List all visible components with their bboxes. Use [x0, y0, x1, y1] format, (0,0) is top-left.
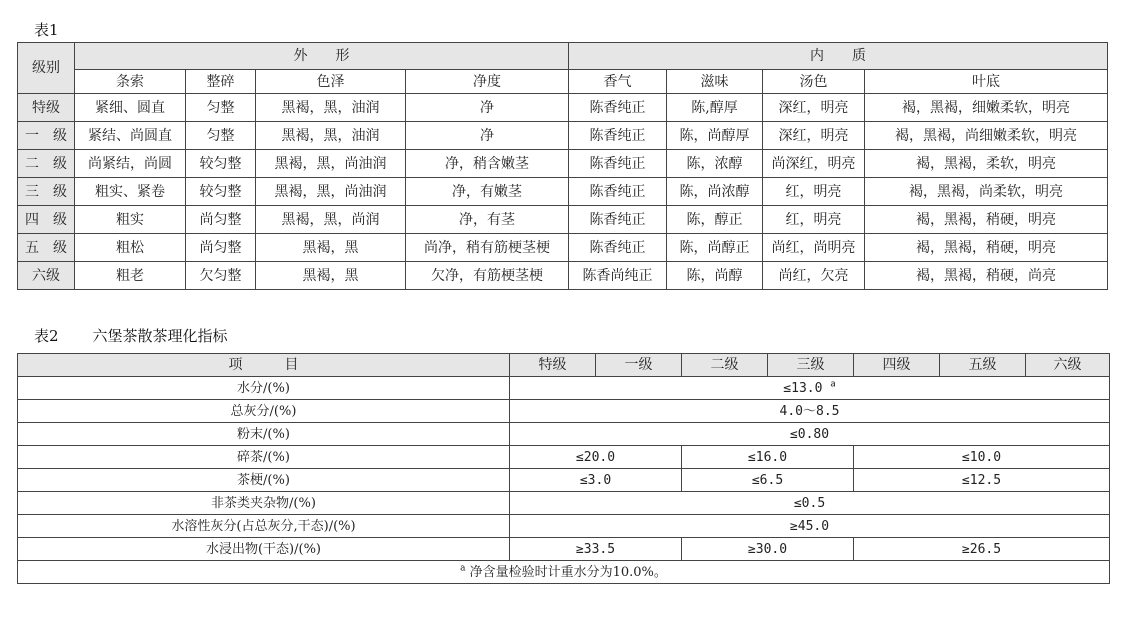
table-cell: 陈，尚醇正	[667, 234, 763, 262]
table-cell: 陈香纯正	[569, 234, 667, 262]
table-row	[18, 262, 1108, 290]
table-cell: 褐，黑褐，稍硬，明亮	[865, 206, 1108, 234]
item-cell: 碎茶/(%)	[18, 446, 510, 469]
value-cell: 4.0～8.5	[510, 400, 1110, 423]
table-cell: 黑褐，黑，尚油润	[256, 150, 406, 178]
physicochemical-index-table	[17, 353, 1110, 584]
table-cell: 粗老	[75, 262, 186, 290]
column-header: 净度	[406, 70, 569, 94]
grade-cell: 一 级	[18, 122, 75, 150]
table-cell: 粗松	[75, 234, 186, 262]
table-cell: 陈，醇正	[667, 206, 763, 234]
column-header: 滋味	[667, 70, 763, 94]
table-cell: 褐，黑褐，细嫩柔软，明亮	[865, 94, 1108, 122]
table2-caption-label: 表2	[34, 327, 59, 345]
value-cell: ≤16.0	[682, 446, 854, 469]
table-cell: 陈香纯正	[569, 206, 667, 234]
grade-header: 级别	[18, 43, 75, 94]
item-cell: 总灰分/(%)	[18, 400, 510, 423]
grade-header: 四级	[854, 354, 940, 377]
table-cell: 褐，黑褐，稍硬，尚亮	[865, 262, 1108, 290]
value-cell: ≤10.0	[854, 446, 1110, 469]
table-row	[18, 538, 1110, 561]
table-cell: 深红，明亮	[763, 122, 865, 150]
table-cell: 欠净，有筋梗茎梗	[406, 262, 569, 290]
value-cell: ≤6.5	[682, 469, 854, 492]
grade-header: 三级	[768, 354, 854, 377]
grade-header: 六级	[1026, 354, 1110, 377]
value-cell: ≥26.5	[854, 538, 1110, 561]
table2-caption-title: 六堡茶散茶理化指标	[92, 327, 228, 345]
value-cell: ≤3.0	[510, 469, 682, 492]
table-cell: 陈香纯正	[569, 94, 667, 122]
table-cell: 深红，明亮	[763, 94, 865, 122]
table-row	[18, 234, 1108, 262]
table1-caption: 表1	[34, 21, 59, 39]
table2-caption	[34, 326, 228, 346]
value-cell: ≤20.0	[510, 446, 682, 469]
value-text: ≤13.0	[783, 380, 823, 396]
table-cell: 尚深红，明亮	[763, 150, 865, 178]
table-cell: 尚净，稍有筋梗茎梗	[406, 234, 569, 262]
table-cell: 净，有嫩茎	[406, 178, 569, 206]
table-cell: 欠匀整	[186, 262, 256, 290]
table-row	[18, 515, 1110, 538]
grade-header: 特级	[510, 354, 596, 377]
table-row	[18, 206, 1108, 234]
table-cell: 陈，尚浓醇	[667, 178, 763, 206]
grade-cell: 五 级	[18, 234, 75, 262]
table-cell: 尚紧结，尚圆	[75, 150, 186, 178]
table-cell: 陈香纯正	[569, 178, 667, 206]
table-row	[18, 377, 1110, 400]
value-cell: ≤0.80	[510, 423, 1110, 446]
table-cell: 陈,醇厚	[667, 94, 763, 122]
item-cell: 非茶类夹杂物/(%)	[18, 492, 510, 515]
table-row	[18, 122, 1108, 150]
column-header: 条索	[75, 70, 186, 94]
value-cell: ≥33.5	[510, 538, 682, 561]
table-row	[18, 150, 1108, 178]
table-row	[18, 492, 1110, 515]
grade-header: 一级	[596, 354, 682, 377]
column-header: 汤色	[763, 70, 865, 94]
value-cell: ≥30.0	[682, 538, 854, 561]
table-cell: 陈，浓醇	[667, 150, 763, 178]
grade-cell: 四 级	[18, 206, 75, 234]
item-cell: 水溶性灰分(占总灰分,干态)/(%)	[18, 515, 510, 538]
item-cell: 水浸出物(干态)/(%)	[18, 538, 510, 561]
table-cell: 褐，黑褐，尚柔软，明亮	[865, 178, 1108, 206]
grade-cell: 六级	[18, 262, 75, 290]
table-cell: 较匀整	[186, 150, 256, 178]
table-row	[18, 400, 1110, 423]
table-cell: 褐，黑褐，尚细嫩柔软，明亮	[865, 122, 1108, 150]
table-cell: 褐，黑褐，稍硬，明亮	[865, 234, 1108, 262]
grade-header: 五级	[940, 354, 1026, 377]
grade-cell: 三 级	[18, 178, 75, 206]
grade-cell: 二 级	[18, 150, 75, 178]
value-cell: ≤12.5	[854, 469, 1110, 492]
column-header: 色泽	[256, 70, 406, 94]
table-row	[18, 469, 1110, 492]
table-cell: 粗实、紧卷	[75, 178, 186, 206]
column-header: 香气	[569, 70, 667, 94]
table-cell: 紧细、圆直	[75, 94, 186, 122]
table-cell: 陈香尚纯正	[569, 262, 667, 290]
table-cell: 尚匀整	[186, 206, 256, 234]
column-header: 整碎	[186, 70, 256, 94]
item-cell: 水分/(%)	[18, 377, 510, 400]
table-cell: 尚红，欠亮	[763, 262, 865, 290]
table-cell: 匀整	[186, 122, 256, 150]
table-cell: 净	[406, 122, 569, 150]
table-cell: 褐，黑褐，柔软，明亮	[865, 150, 1108, 178]
table-cell: 陈，尚醇	[667, 262, 763, 290]
table-cell: 净	[406, 94, 569, 122]
table-row	[18, 94, 1108, 122]
table-cell: 红，明亮	[763, 206, 865, 234]
footnote-text: 净含量检验时计重水分为10.0%。	[469, 564, 667, 580]
external-group-header: 外 形	[75, 43, 569, 70]
footnote-row	[18, 561, 1110, 584]
table-cell: 黑褐，黑，油润	[256, 94, 406, 122]
table-cell: 匀整	[186, 94, 256, 122]
table-cell: 较匀整	[186, 178, 256, 206]
item-cell: 茶梗/(%)	[18, 469, 510, 492]
value-cell: ≥45.0	[510, 515, 1110, 538]
table-cell: 黑褐，黑，尚油润	[256, 178, 406, 206]
value-cell	[510, 377, 1110, 400]
footnote-mark: a	[830, 379, 836, 390]
table-cell: 黑褐，黑，油润	[256, 122, 406, 150]
table-cell: 净，稍含嫩茎	[406, 150, 569, 178]
table-cell: 黑褐，黑	[256, 262, 406, 290]
value-cell: ≤0.5	[510, 492, 1110, 515]
footnote-cell	[18, 561, 1110, 584]
item-cell: 粉末/(%)	[18, 423, 510, 446]
grade-description-table	[17, 42, 1108, 290]
table-row	[18, 446, 1110, 469]
table-row	[18, 178, 1108, 206]
internal-group-header: 内 质	[569, 43, 1108, 70]
grade-cell: 特级	[18, 94, 75, 122]
footnote-mark: a	[460, 563, 466, 574]
table-cell: 尚红，尚明亮	[763, 234, 865, 262]
table-cell: 尚匀整	[186, 234, 256, 262]
table-cell: 粗实	[75, 206, 186, 234]
table-cell: 陈香纯正	[569, 122, 667, 150]
table-cell: 陈香纯正	[569, 150, 667, 178]
table-cell: 净，有茎	[406, 206, 569, 234]
grade-header: 二级	[682, 354, 768, 377]
table-cell: 紧结、尚圆直	[75, 122, 186, 150]
table-row	[18, 423, 1110, 446]
column-header: 叶底	[865, 70, 1108, 94]
table-cell: 陈，尚醇厚	[667, 122, 763, 150]
table-cell: 黑褐，黑，尚润	[256, 206, 406, 234]
item-header: 项 目	[18, 354, 510, 377]
table-cell: 黑褐，黑	[256, 234, 406, 262]
table-cell: 红，明亮	[763, 178, 865, 206]
